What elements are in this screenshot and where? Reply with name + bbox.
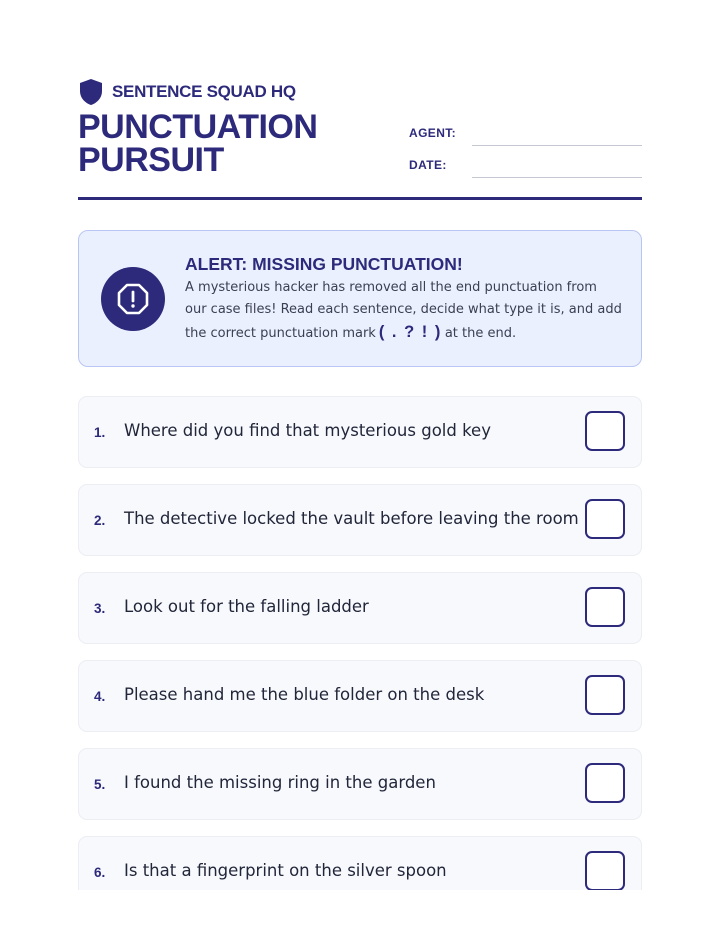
shield-icon <box>78 78 104 106</box>
date-field[interactable] <box>409 156 642 176</box>
sentence-text: The detective locked the vault before leaving the room <box>124 509 579 528</box>
worksheet-page <box>78 0 642 932</box>
title-line-2: PURSUIT <box>78 141 224 179</box>
alert-badge <box>101 267 165 331</box>
answer-box[interactable] <box>585 675 625 715</box>
sentence-row <box>78 484 642 556</box>
alert-line-3-start: the correct punctuation mark <box>185 326 376 341</box>
sentence-number: 3. <box>94 601 106 616</box>
sentence-number: 5. <box>94 777 106 792</box>
punctuation-marks: ( . ? ! ) <box>378 323 442 341</box>
sentence-row <box>78 572 642 644</box>
answer-box[interactable] <box>585 851 625 890</box>
octagon-alert-icon <box>116 282 150 316</box>
sentence-row <box>78 396 642 468</box>
page-title <box>78 108 378 179</box>
sentence-row <box>78 748 642 820</box>
sentence-row-clip <box>78 836 642 890</box>
brand-header <box>78 78 296 106</box>
sentence-number: 2. <box>94 513 106 528</box>
alert-line-1: A mysterious hacker has removed all the end punctuation from <box>185 280 597 295</box>
alert-line-3-end: at the end. <box>444 326 517 341</box>
brand-name: SENTENCE SQUAD HQ <box>112 82 296 101</box>
sentence-text: Look out for the falling ladder <box>124 597 369 616</box>
date-label: DATE: <box>409 158 447 172</box>
agent-input-line[interactable] <box>472 145 642 146</box>
agent-field[interactable] <box>409 124 642 144</box>
header-divider <box>78 197 642 200</box>
sentence-row <box>78 660 642 732</box>
sentence-number: 1. <box>94 425 106 440</box>
sentence-number: 6. <box>94 865 106 880</box>
answer-box[interactable] <box>585 587 625 627</box>
alert-line-3 <box>185 321 625 345</box>
sentence-text: Where did you find that mysterious gold key <box>124 421 491 440</box>
answer-box[interactable] <box>585 499 625 539</box>
sentence-row <box>78 836 642 890</box>
alert-instructions <box>185 277 625 345</box>
agent-label: AGENT: <box>409 126 457 140</box>
sentence-text: I found the missing ring in the garden <box>124 773 436 792</box>
answer-box[interactable] <box>585 763 625 803</box>
date-input-line[interactable] <box>472 177 642 178</box>
sentence-number: 4. <box>94 689 106 704</box>
alert-line-2: our case files! Read each sentence, decide what type it is, and add <box>185 302 622 317</box>
sentence-text: Is that a fingerprint on the silver spoon <box>124 861 447 880</box>
sentence-text: Please hand me the blue folder on the desk <box>124 685 485 704</box>
alert-panel <box>78 230 642 367</box>
title-line-1: PUNCTUATION <box>78 108 318 146</box>
alert-heading: ALERT: MISSING PUNCTUATION! <box>185 254 463 274</box>
answer-box[interactable] <box>585 411 625 451</box>
